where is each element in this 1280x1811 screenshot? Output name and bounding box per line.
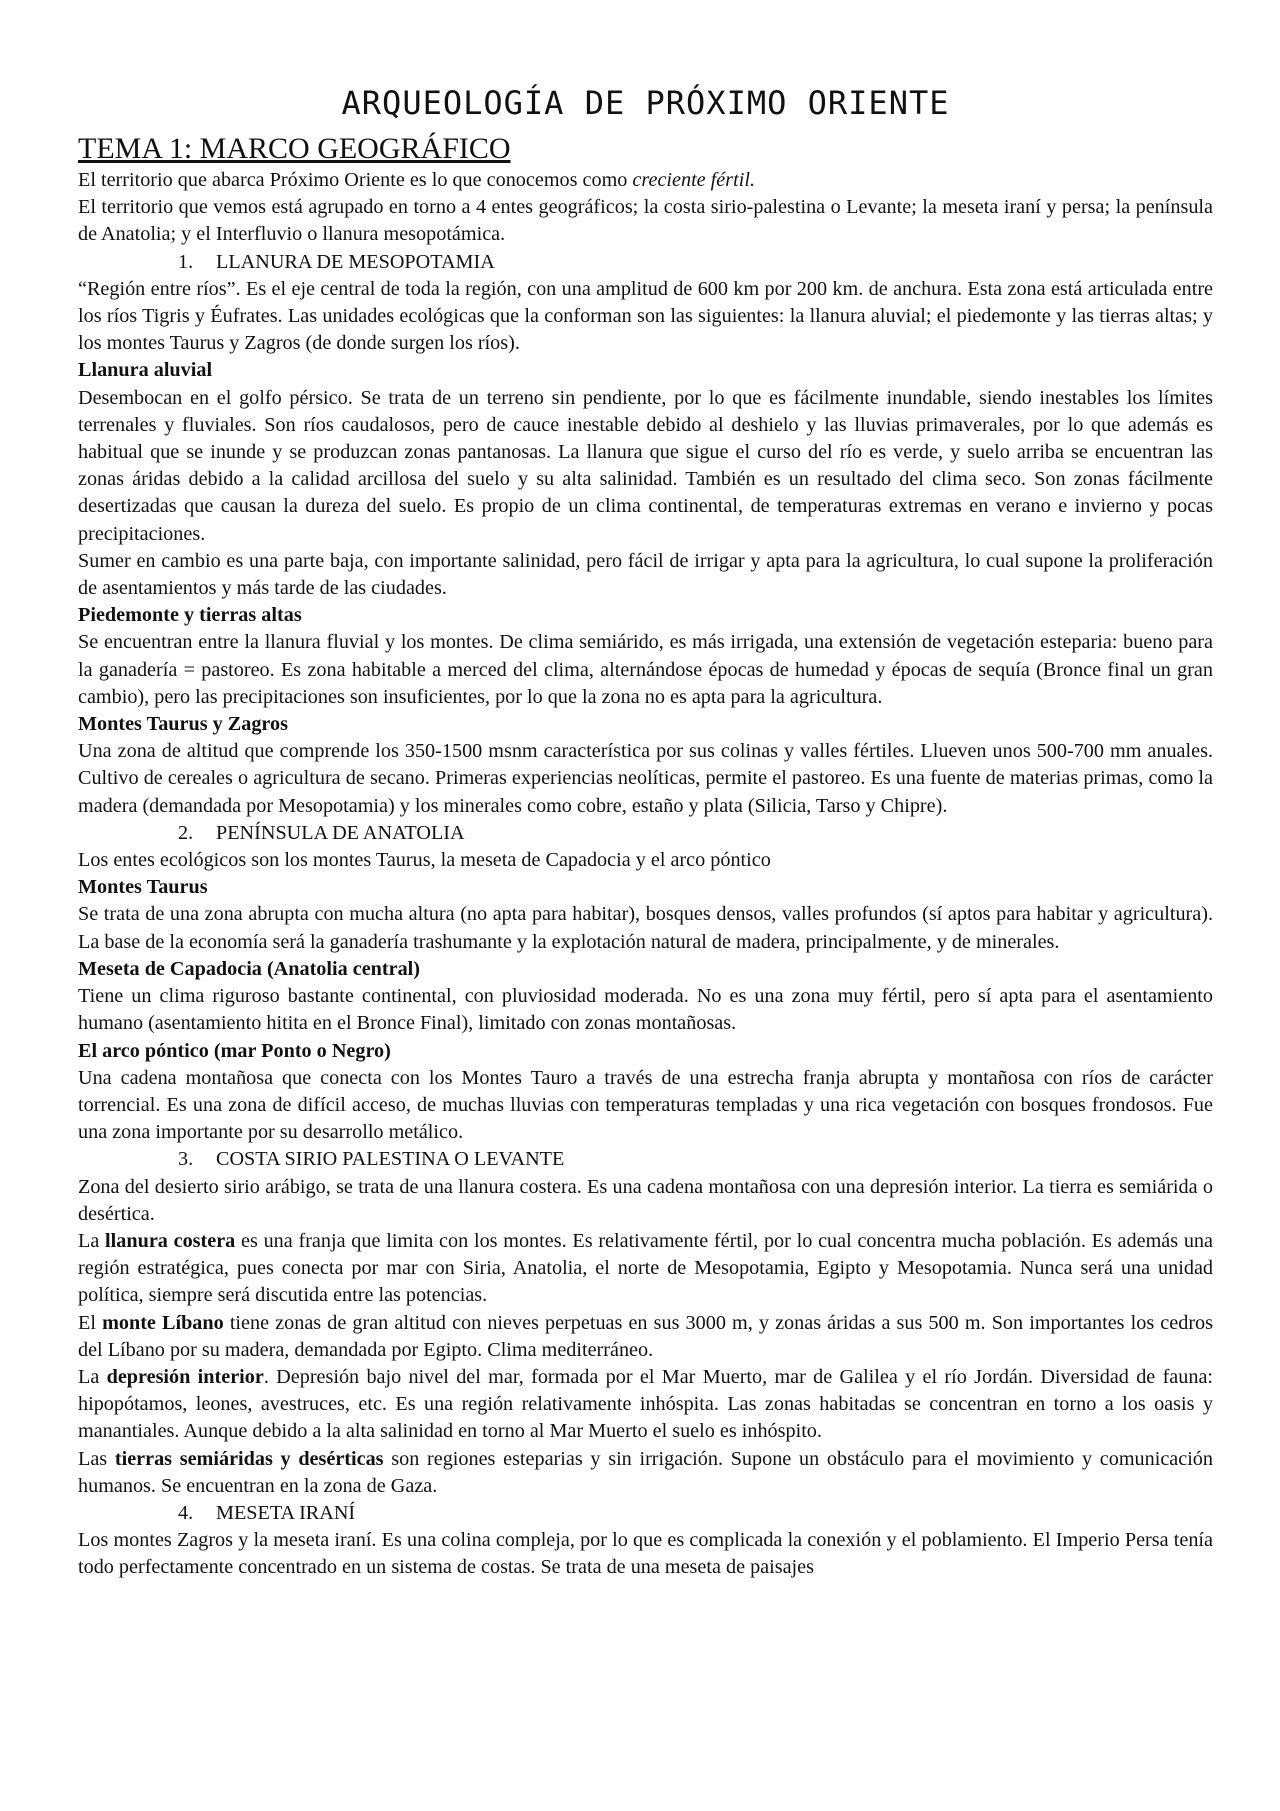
paragraph: Desembocan en el golfo pérsico. Se trata de un terreno sin pendiente, por lo que es fácilmente inundable, siendo inestables los límites terrenales y fluviales. Son ríos caudalosos, pero de cauce inestable debido al deshielo y las lluvias primaverales, por lo que además es habitual que se inunde y se produzcan zonas pantanosas. La llanura que sigue el curso del río es verde, y suelo arriba se encuentran las zonas áridas debido a la calidad arcillosa del suelo y su alta salinidad. También es un resultado del clima seco. Son zonas fácilmente desertizadas que causan la dureza del suelo. Es propio de un clima continental, de temperaturas extremas en verano e invierno y pocas precipitaciones. <box>78 386 1213 545</box>
section-title: COSTA SIRIO PALESTINA O LEVANTE <box>216 1148 565 1171</box>
text: La <box>78 1229 106 1252</box>
subheading: Llanura aluvial <box>78 359 213 382</box>
section-number: 3. <box>178 1148 194 1171</box>
text: tiene zonas de gran altitud con nieves perpetuas en sus 3000 m, y zonas áridas a sus 500 m. Son importantes los cedros del Líbano por su madera, demandada por Egipto. Clima mediterráneo. <box>78 1311 1213 1361</box>
section-heading-4 <box>78 1500 1213 1527</box>
intro-paragraph-1 <box>78 167 1213 194</box>
subheading: Montes Taurus y Zagros <box>78 713 288 736</box>
paragraph-depresion-interior <box>78 1364 1213 1446</box>
text: El <box>78 1311 103 1334</box>
text: es una franja que limita con los montes. Es relativamente fértil, por lo cual concentra mucha población. Es además una región estratégica, pues conecta por mar con Siria, Anatolia, el norte de Mesopotamia, Egipto y Mesopotamia. Nunca será una unidad política, siempre será discutida entre las potencias. <box>78 1229 1213 1307</box>
subheading: El arco póntico (mar Ponto o Negro) <box>78 1039 391 1062</box>
paragraph: Una cadena montañosa que conecta con los Montes Tauro a través de una estrecha franja abrupta y montañosa con ríos de carácter torrencial. Es una zona de difícil acceso, de muchas lluvias con temperaturas templadas y una rica vegetación con bosques frondosos. Fue una zona importante por su desarrollo metálico. <box>78 1066 1213 1144</box>
intro-emphasis: creciente fértil. <box>632 169 755 191</box>
paragraph: Zona del desierto sirio arábigo, se trata de una llanura costera. Es una cadena montañosa con una depresión interior. La tierra es semiárida o desértica. <box>78 1175 1213 1225</box>
subheading: Montes Taurus <box>78 876 208 899</box>
section-heading-3 <box>78 1146 1213 1173</box>
paragraph: Tiene un clima riguroso bastante continental, con pluviosidad moderada. No es una zona muy fértil, pero sí apta para el asentamiento humano (asentamiento hitita en el Bronce Final), limitado con zonas montañosas. <box>78 985 1213 1035</box>
section-heading-2 <box>78 820 1213 847</box>
paragraph: Se trata de una zona abrupta con mucha altura (no apta para habitar), bosques densos, valles profundos (sí aptos para habitar y agricultura). La base de la economía será la ganadería trashumante y la explotación natural de madera, principalmente, y de minerales. <box>78 903 1213 953</box>
paragraph: Los entes ecológicos son los montes Taurus, la meseta de Capadocia y el arco póntico <box>78 849 771 872</box>
bold-term: llanura costera <box>105 1229 236 1252</box>
section-heading-1 <box>78 249 1213 276</box>
subheading: Piedemonte y tierras altas <box>78 604 302 627</box>
text: La <box>78 1365 107 1388</box>
text: . Depresión bajo nivel del mar, formada por el Mar Muerto, mar de Galilea y el río Jordán. Diversidad de fauna: hipopótamos, leones, avestruces, etc. Es una región relativamente inhóspita. Las zonas habitadas se concentran en torno a los oasis y manantiales. Aunque debido a la alta salinidad en torno al Mar Muerto el suelo es inhóspito. <box>78 1365 1214 1443</box>
tema-heading: TEMA 1: MARCO GEOGRÁFICO <box>78 132 511 165</box>
document-page <box>78 78 1213 1582</box>
paragraph-llanura-costera <box>78 1228 1213 1310</box>
bold-term: tierras semiáridas y desérticas <box>114 1447 384 1470</box>
section-title: MESETA IRANÍ <box>216 1501 356 1524</box>
paragraph-monte-libano <box>78 1310 1213 1364</box>
section-title: LLANURA DE MESOPOTAMIA <box>216 250 495 273</box>
paragraph: Se encuentran entre la llanura fluvial y los montes. De clima semiárido, es más irrigada, una extensión de vegetación esteparia: bueno para la ganadería = pastoreo. Es zona habitable a merced del clima, alternándose épocas de humedad y épocas de sequía (Bronce final un gran cambio), pero las precipitaciones son insuficientes, por lo que la zona no es apta para la agricultura. <box>78 631 1213 708</box>
section-number: 2. <box>178 821 194 844</box>
section-number: 1. <box>178 250 194 273</box>
bold-term: monte Líbano <box>102 1311 224 1334</box>
paragraph: “Región entre ríos”. Es el eje central de toda la región, con una amplitud de 600 km por 200 km. de anchura. Esta zona está articulada entre los ríos Tigris y Éufrates. Las unidades ecológicas que la conforman son las siguientes: la llanura aluvial; el piedemonte y las tierras altas; y los montes Taurus y Zagros (de donde surgen los ríos). <box>78 277 1213 355</box>
text: Las <box>78 1447 115 1470</box>
paragraph: Una zona de altitud que comprende los 350-1500 msnm característica por sus colinas y valles fértiles. Llueven unos 500-700 mm anuales. Cultivo de cereales o agricultura de secano. Primeras experiencias neolíticas, permite el pastoreo. Es una fuente de materias primas, como la madera (demandada por Mesopotamia) y los minerales como cobre, estaño y plata (Silicia, Tarso y Chipre). <box>78 740 1213 817</box>
bold-term: depresión interior <box>106 1365 264 1388</box>
intro-paragraph-2: El territorio que vemos está agrupado en torno a 4 entes geográficos; la costa sirio-palestina o Levante; la meseta iraní y persa; la península de Anatolia; y el Interfluvio o llanura mesopotámica. <box>78 196 1213 246</box>
section-title: PENÍNSULA DE ANATOLIA <box>216 821 465 844</box>
document-title: ARQUEOLOGÍA DE PRÓXIMO ORIENTE <box>341 84 950 122</box>
paragraph: Los montes Zagros y la meseta iraní. Es una colina compleja, por lo que es complicada la conexión y el poblamiento. El Imperio Persa tenía todo perfectamente concentrado en un sistema de costas. Se trata de una meseta de paisajes <box>78 1529 1213 1579</box>
text: son regiones esteparias y sin irrigación. Supone un obstáculo para el movimiento y comunicación humanos. Se encuentran en la zona de Gaza. <box>78 1447 1213 1497</box>
paragraph: Sumer en cambio es una parte baja, con importante salinidad, pero fácil de irrigar y apta para la agricultura, lo cual supone la proliferación de asentamientos y más tarde de las ciudades. <box>78 549 1213 600</box>
subheading: Meseta de Capadocia (Anatolia central) <box>78 957 421 980</box>
paragraph-tierras-semiaridas <box>78 1446 1213 1500</box>
intro-text: El territorio que abarca Próximo Oriente es lo que conocemos como <box>78 169 633 191</box>
section-number: 4. <box>178 1501 194 1524</box>
